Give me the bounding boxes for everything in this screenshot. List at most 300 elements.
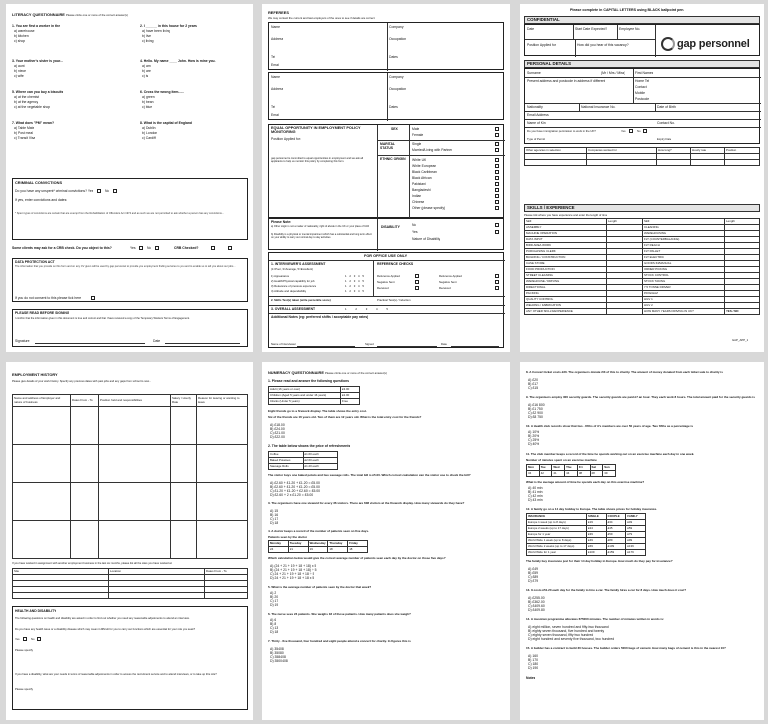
answer[interactable]: C) £2 900 xyxy=(528,411,543,415)
table-cell: World Wide for 1 year xyxy=(527,550,587,556)
answer[interactable]: A) 35408 xyxy=(270,647,284,651)
answer[interactable]: c) Transit Visa xyxy=(14,136,36,140)
field-label: Email Address xyxy=(527,113,549,117)
option-label: White European xyxy=(412,164,437,168)
column-header: Companies worked for xyxy=(587,148,657,154)
body-text: The following questions on health and disability are asked in order to find out whether you need any reasonable adjustments to attend an interview. xyxy=(15,617,190,620)
column-header: Salary / Hourly Rate xyxy=(171,395,197,407)
column-header: FAMILY xyxy=(626,514,646,520)
skill-name: HGV 1 xyxy=(643,297,725,303)
checkbox[interactable] xyxy=(495,164,499,168)
answer[interactable]: B) 20% xyxy=(528,434,540,438)
body-text: gap personnel is committed to equal opportunities in employment and we ask all applicants to help us monitor this policy by completing this form. xyxy=(271,157,363,164)
column-header: Friday xyxy=(348,541,368,547)
answer[interactable]: C) £89 xyxy=(528,575,539,579)
personal-details-header: PERSONAL DETAILS xyxy=(524,60,760,68)
assessment-item: 2) Health/Physical capability for job xyxy=(271,279,315,283)
answer[interactable]: b) live xyxy=(142,34,152,38)
answer[interactable]: c) is xyxy=(142,74,149,78)
table-row xyxy=(269,464,338,470)
field-label: Contact No. xyxy=(657,121,675,125)
checkbox[interactable] xyxy=(415,280,419,284)
table-cell: 39 xyxy=(603,471,616,477)
column-header: Sat xyxy=(590,465,603,471)
checkbox-yes[interactable] xyxy=(139,246,143,250)
answer[interactable]: c) Cardiff xyxy=(142,136,156,140)
skill-name: WAREHOUSING xyxy=(643,231,725,237)
table-cell: £49 xyxy=(587,538,607,544)
skill-name: WAREHOUSE / DRIVING xyxy=(525,279,607,285)
label: No xyxy=(637,129,641,133)
question: 11. The club member keeps a record of the time he spends working out on an exercise machine each day in one week. xyxy=(526,452,695,456)
table-row xyxy=(269,547,368,553)
table-cell: Europe 2 weeks (up to 17 days) xyxy=(527,526,587,532)
answer[interactable]: b) are xyxy=(142,69,151,73)
checkbox[interactable] xyxy=(495,170,499,174)
checkbox[interactable] xyxy=(495,133,499,137)
skills-table xyxy=(524,218,760,315)
label: Please Note: xyxy=(271,220,292,224)
field-label: Position Applied for: xyxy=(271,137,301,141)
answer[interactable]: B) 16 xyxy=(270,513,279,517)
answer[interactable]: C) 13 xyxy=(270,626,279,630)
answer[interactable]: C) 358408 xyxy=(270,655,286,659)
question-text: The family buy insurance just for their 14 day holiday in Europe. How much do they pay for insurance? xyxy=(526,559,673,563)
label: Reference Applied xyxy=(377,274,400,278)
answer[interactable]: c) at the vegetable shop xyxy=(14,105,51,109)
field-label[interactable]: Please specify xyxy=(15,648,34,652)
answer[interactable]: A) £255.00 xyxy=(528,596,545,600)
answer[interactable]: D) 40% xyxy=(528,442,540,446)
question: 12. A family go on a 14 day holiday to Europe. The table shows prices for holiday insurance. xyxy=(526,507,657,511)
skill-name: PACKING xyxy=(525,291,607,297)
section-title: HEALTH AND DISABILITY xyxy=(15,609,57,613)
answer[interactable]: D) 24 + 21 + 19 + 18 + 18 x 5 xyxy=(270,576,315,580)
answer[interactable]: A) 40 min xyxy=(528,486,543,490)
answer[interactable]: A) 2 xyxy=(270,591,277,595)
column-header: COUPLE xyxy=(606,514,626,520)
signature-line[interactable] xyxy=(35,343,145,344)
score-row[interactable]: 1 2 3 4 5 xyxy=(345,289,364,293)
referee-box-2 xyxy=(268,72,504,120)
label: Date xyxy=(441,342,447,346)
company-logo: gap personnel xyxy=(677,38,750,50)
checkbox[interactable] xyxy=(495,206,499,210)
label: 3. OVERALL ASSESSMENT xyxy=(271,307,316,311)
table-cell: £109 xyxy=(606,544,626,550)
checkbox[interactable] xyxy=(495,230,499,234)
skill-name: PURCHASING CLERK xyxy=(525,249,607,255)
question: 2. I ______ in this house for 2 years xyxy=(140,24,197,28)
skill-name: HGV 2 xyxy=(643,303,725,309)
answer[interactable]: C) £1.20 + £1.20 + £2.60 = £5.00 xyxy=(270,489,321,493)
answer[interactable]: C) £409.60 xyxy=(528,604,545,608)
skill-name: FLT (COUNTERBALANCE) xyxy=(643,237,725,243)
table-cell: £79 xyxy=(626,532,646,538)
answer[interactable]: C) 25% xyxy=(528,438,540,442)
skill-name: 7.5 TONNE DRIVER xyxy=(643,285,725,291)
score-row[interactable]: 1 2 3 4 5 xyxy=(345,307,388,311)
health-disability-box xyxy=(12,606,248,710)
question: 1. You are first a worker in the xyxy=(12,24,61,28)
label: No xyxy=(105,189,110,193)
label: Name of Interviewer xyxy=(271,342,297,346)
field-label: How did you hear of this vacancy? xyxy=(577,43,629,47)
label: 2. Skills Test(s) taken (write percentile score) xyxy=(271,298,331,302)
field-label: Address xyxy=(271,37,284,41)
label: Signed xyxy=(365,342,374,346)
answer[interactable]: A) £16 800 xyxy=(528,403,545,407)
label: Yes xyxy=(15,637,20,641)
question: 6. Cross the wrong item...... xyxy=(140,90,185,94)
skill-name: CLEANING xyxy=(643,225,725,231)
answer[interactable]: D) £8 750 xyxy=(528,415,543,419)
checkbox[interactable] xyxy=(495,142,499,146)
checkbox[interactable] xyxy=(495,127,499,131)
note-text: We may contact the current and last employers of the ones to see if details are correct xyxy=(268,16,375,20)
assignment-sites-table xyxy=(12,568,248,599)
checkbox[interactable] xyxy=(495,158,499,162)
answer[interactable]: a) at the chemist xyxy=(14,95,40,99)
answer[interactable]: c) wife xyxy=(14,74,24,78)
table-cell: Sausage Rolls xyxy=(269,464,304,470)
field-label: Email xyxy=(271,113,280,117)
label: Yes xyxy=(130,246,136,250)
question: Do you have any health issue or a disability disease which may mean it difficult for you to carry out functions which are essential for your role you seek? xyxy=(15,628,196,631)
answer[interactable]: C) 24 + 21 + 19 + 18 + 18 ÷ 5 xyxy=(270,572,315,576)
label: Received xyxy=(439,286,451,290)
assessment-item: 3) Relevance of previous experience xyxy=(271,284,317,288)
skill-name: STOCK TAKING xyxy=(643,279,725,285)
note-text: Please give details of your work history. Specify any previous dates with past jobs and any gaps from school to now... xyxy=(12,380,152,383)
table-cell: Baked Potatoes xyxy=(269,458,304,464)
question: 5. Where can you buy a biscuits xyxy=(12,90,64,94)
field-label: Name xyxy=(271,75,281,79)
answer[interactable]: A) 6 xyxy=(270,618,277,622)
field-label: Type of Permit xyxy=(527,137,546,141)
answer[interactable]: A) 160 xyxy=(528,654,538,658)
answer[interactable]: D) 18 xyxy=(270,630,279,634)
answer[interactable]: C) £15 xyxy=(528,386,539,390)
column-header: Dates From - To xyxy=(71,395,99,407)
table-cell: 18 xyxy=(348,547,368,553)
question: 6. The nurse sees 24 patients. She weighs 18 of those patients. How many patients does she weigh? xyxy=(268,612,411,616)
option-label: Other (please specify) xyxy=(412,206,446,210)
field-label: Tel xyxy=(271,105,276,109)
checkbox[interactable] xyxy=(495,188,499,192)
section-title: DATA PROTECTION ACT xyxy=(15,260,55,264)
answer[interactable]: B) 20 xyxy=(270,595,279,599)
table-cell: 44 xyxy=(565,471,578,477)
table-cell: £45 xyxy=(606,526,626,532)
field-label: Tel xyxy=(271,55,276,59)
page-employment-history xyxy=(6,362,253,720)
answer[interactable]: B) 41 min xyxy=(528,490,543,494)
table-cell: £179 xyxy=(626,550,646,556)
score-row[interactable]: 1 2 3 4 5 xyxy=(345,274,364,278)
consent-checkbox[interactable] xyxy=(91,296,95,300)
section-title: EQUAL OPPORTUNITY IN EMPLOYMENT POLICY MONITORING xyxy=(271,126,361,135)
patients-table xyxy=(268,540,368,553)
answer[interactable]: c) living xyxy=(142,39,154,43)
table-row xyxy=(527,471,616,477)
answer[interactable]: a) green xyxy=(142,95,155,99)
column-header: Skill xyxy=(643,219,725,225)
question: 5. What is the average number of patients seen by the doctor that week? xyxy=(268,585,372,589)
answer[interactable]: B) £2.60 + £1.20 + £1.20 = £5.00 xyxy=(270,485,320,489)
column-header: Tue xyxy=(539,465,552,471)
column-header: Site xyxy=(13,569,109,575)
answer[interactable]: C) eighty seven thousand, fifty two hundred xyxy=(528,633,594,637)
column-header: SINGLE xyxy=(587,514,607,520)
skill-length[interactable]: YES / NO xyxy=(725,309,760,315)
answer[interactable]: B) 8 xyxy=(270,622,277,626)
answer[interactable]: A) 15 xyxy=(270,509,279,513)
option-label: No xyxy=(412,223,417,227)
table-cell: £159 xyxy=(606,550,626,556)
field-label: Contact xyxy=(635,85,647,89)
option-label: Chinese xyxy=(412,200,425,204)
question-text: What is the average amount of time he spends each day on this exercise machine? xyxy=(526,480,645,484)
top-fields xyxy=(524,24,760,56)
question: 8. A Concert ticket costs £30. The organisers donate 2/3 of this to charity. The amount of money donated from each ticket sale to charity is xyxy=(526,370,723,374)
label: Date xyxy=(153,339,161,343)
column-header: Other agencies in selection xyxy=(525,148,587,154)
checkbox-no[interactable] xyxy=(155,246,159,250)
answer[interactable]: A) £18.00 xyxy=(270,423,285,427)
label: Yes xyxy=(621,129,626,133)
table-cell: £3.00 xyxy=(341,387,360,393)
label: No xyxy=(147,246,152,250)
field-label: (Mr / Mrs / Miss) xyxy=(601,71,626,75)
skill-name: ANY OTHER SKILLS/EXPERIENCE xyxy=(525,309,607,315)
checkbox[interactable] xyxy=(495,176,499,180)
question-text: Six of the friends are 16 years old. Two of them are 12 years old. What is the total entry cost for the friends? xyxy=(268,415,422,419)
label: (1=Poor, 3=Average, 5=Excellent) xyxy=(271,267,314,271)
label: If you do not consent to this please tick here xyxy=(15,296,82,300)
field-label: Nationality xyxy=(527,105,543,109)
column-header: Skill xyxy=(525,219,607,225)
option-label: Bangladeshi xyxy=(412,188,431,192)
skill-name: HOW MANY YEARS DRIVING IN UK? xyxy=(643,309,725,315)
table-cell: £1.20 each xyxy=(303,464,338,470)
skill-name: ORDER PICKING xyxy=(643,267,725,273)
gap-logo-icon xyxy=(661,37,675,51)
answer[interactable]: D) £79 xyxy=(528,579,539,583)
question: 3. Your mother's sister is your... xyxy=(12,59,63,63)
answer[interactable]: b) niece xyxy=(14,69,27,73)
answer[interactable]: A) eight million, seven hundred and fifty-two thousand xyxy=(528,625,609,629)
personal-details-box xyxy=(524,68,760,144)
question: 10. A Health club records show that two - fifths of it's members are over 50 years of age. Two fifths as a percentage is xyxy=(526,424,693,428)
section-title: CRIMINAL CONVICTIONS xyxy=(15,180,63,185)
field-label: Start Date Expected? xyxy=(575,27,608,31)
assessment-item: 4) Attitude and dependability xyxy=(271,289,307,293)
checkbox[interactable] xyxy=(495,148,499,152)
answer[interactable]: b) bean xyxy=(142,100,154,104)
answer[interactable]: B) (24 + 21 + 19 + 18 + 18) ÷ 5 xyxy=(270,568,317,572)
answer[interactable]: B) £362.00 xyxy=(528,600,545,604)
skill-name: FLT PALLET xyxy=(643,249,725,255)
answer[interactable]: D) 3500408 xyxy=(270,659,288,663)
column-header: Tuesday xyxy=(288,541,308,547)
answer[interactable]: D) 43 min xyxy=(528,498,543,502)
table-cell: £59 xyxy=(606,532,626,538)
answer[interactable]: b) London xyxy=(142,131,158,135)
column-header: Length xyxy=(725,219,760,225)
date-line[interactable] xyxy=(165,343,240,344)
answer[interactable]: D) 18 xyxy=(270,521,279,525)
answer[interactable]: c) blue xyxy=(142,105,153,109)
answer[interactable]: A) £2.60 + £1.20 + £1.20 = £5.00 xyxy=(270,481,320,485)
insurance-table xyxy=(526,513,646,556)
field-label: Company xyxy=(389,75,404,79)
answer[interactable]: b) kitchen xyxy=(14,34,29,38)
checkbox-yes[interactable] xyxy=(97,189,101,193)
label: Received xyxy=(377,286,389,290)
label: Practical Test(s) / Induction xyxy=(377,298,411,302)
answer[interactable]: C) £21.00 xyxy=(270,431,285,435)
answer[interactable]: C) 17 xyxy=(270,517,279,521)
checkbox[interactable] xyxy=(495,194,499,198)
score-row[interactable]: 1 2 3 4 5 xyxy=(345,279,364,283)
answer[interactable]: D) eight hundred and seventy five thousand, two hundred xyxy=(528,637,615,641)
table-cell: 34 xyxy=(527,471,540,477)
assessment-item: 1) Appearance xyxy=(271,274,290,278)
answer[interactable]: C) 42 min xyxy=(528,494,543,498)
answer[interactable]: D) £22.00 xyxy=(270,435,285,439)
answer[interactable]: C) 17 xyxy=(270,599,279,603)
field-label: Date of Birth xyxy=(657,105,676,109)
confidential-header: CONFIDENTIAL xyxy=(524,16,760,24)
label: REFERENCE CHECKS xyxy=(377,262,414,266)
field-label: Surname xyxy=(527,71,541,75)
skill-name: ASSEMBLY xyxy=(525,225,607,231)
skill-name: STREET CLEANING xyxy=(525,273,607,279)
answer[interactable]: D) £409.80 xyxy=(528,608,545,612)
note-text: b) Disability is a physical or mental impairment which has a substantial and long term effect on your ability to carry out normal day to day activities xyxy=(271,233,372,239)
answer[interactable]: A) £49 xyxy=(528,567,538,571)
data-protection-box xyxy=(12,258,248,302)
answer[interactable]: A) (24 + 21 + 19 + 18 + 18) x 5 xyxy=(270,564,317,568)
checkbox-no[interactable] xyxy=(37,637,41,641)
table-cell: Adult (16 years or over) xyxy=(269,387,341,393)
field-label: Home Tel xyxy=(635,79,650,83)
column-header: Fri xyxy=(577,465,590,471)
answer[interactable]: c) shop xyxy=(14,39,26,43)
field-label: Occupation xyxy=(389,87,407,91)
checkbox[interactable] xyxy=(415,274,419,278)
checkbox-no[interactable] xyxy=(643,129,647,133)
field-label: Employee No. xyxy=(619,27,641,31)
answer[interactable]: C) 180 xyxy=(528,662,539,666)
answer[interactable]: D) £2.60 + 2 x £1.20 = £5.00 xyxy=(270,493,314,497)
answer[interactable]: B) eighty seven thousand, five hundred and twenty xyxy=(528,629,605,633)
answer[interactable]: B) 35080 xyxy=(270,651,284,655)
label: Reference Applied xyxy=(439,274,462,278)
skill-name: GOODS IN/MANUAL xyxy=(643,261,725,267)
answer[interactable]: D) 19 xyxy=(270,603,279,607)
option-label: Married/Living with Partner xyxy=(412,148,453,152)
answer[interactable]: a) aunt xyxy=(14,64,25,68)
crb-question: Some clients may ask for a CRB check. Do you object to this? xyxy=(12,246,112,250)
question: 7. Thirty - five thousand, four hundred and eight people attend a concert for charity. In figures this is xyxy=(268,639,411,643)
answer[interactable]: A) £20 xyxy=(528,378,538,382)
checkbox[interactable] xyxy=(495,286,499,290)
answer[interactable]: a) Dublin xyxy=(142,126,156,130)
option-label: Female xyxy=(412,133,424,137)
score-row[interactable]: 1 2 3 4 5 xyxy=(345,284,364,288)
field-label: Position Applied for xyxy=(527,43,557,47)
answer[interactable]: a) warehouse xyxy=(14,29,35,33)
table-cell: World Wide 1 week (up to 8 days) xyxy=(527,538,587,544)
checkbox-yes[interactable] xyxy=(23,637,27,641)
option-label: Indian xyxy=(412,194,422,198)
note-text: * Spent types of convictions are certain that are exempt from the Rehabilitation of Offenders Act 1974 and as such we are not permitted to ask whether a person has any convictions... xyxy=(15,212,225,215)
checkbox-yes[interactable] xyxy=(629,129,633,133)
answer[interactable]: B) 170 xyxy=(528,658,538,662)
label: SEX xyxy=(391,127,398,131)
checkbox[interactable] xyxy=(495,274,499,278)
skill-length[interactable] xyxy=(607,309,643,315)
answer[interactable]: A) 10% xyxy=(528,430,540,434)
table-cell: £59 xyxy=(626,526,646,532)
answer[interactable]: D) 190 xyxy=(528,666,539,670)
table-cell: 42 xyxy=(539,471,552,477)
skill-name: FLT ELECTRIC xyxy=(643,255,725,261)
answer[interactable]: B) £59 xyxy=(528,571,538,575)
column-header: Sun xyxy=(603,465,616,471)
answer[interactable]: B) £1 750 xyxy=(528,407,543,411)
answer[interactable]: a) Table Mate xyxy=(14,126,35,130)
agencies-table xyxy=(524,147,760,166)
table-cell: £69 xyxy=(587,544,607,550)
checkbox[interactable] xyxy=(415,286,419,290)
table-cell: £89 xyxy=(606,538,626,544)
answer[interactable]: a) have been living xyxy=(142,29,171,33)
label: 1. INTERVIEWER'S ASSESSMENT xyxy=(271,262,326,266)
answer[interactable]: B) £24.00 xyxy=(270,427,285,431)
checkbox[interactable] xyxy=(495,182,499,186)
checkbox[interactable] xyxy=(495,200,499,204)
field-label[interactable]: Please specify xyxy=(15,687,34,691)
checkbox[interactable] xyxy=(495,280,499,284)
refreshments-table xyxy=(268,451,338,470)
option-label: Pakistani xyxy=(412,182,426,186)
question: 9. The organisers employ 300 security guards. The security guards are paid £7 an hour. They each work 8 hours. The total amount paid for the security guards is xyxy=(526,395,755,399)
checkbox-yes[interactable] xyxy=(211,246,215,250)
skill-name: MACHINE OPERATION xyxy=(525,231,607,237)
checkbox-no[interactable] xyxy=(228,246,232,250)
checkbox[interactable] xyxy=(495,223,499,227)
table-cell: £24 xyxy=(587,526,607,532)
answer[interactable]: B) £17 xyxy=(528,382,538,386)
skill-name: BUILDING / CONSTRUCTION xyxy=(525,255,607,261)
answer[interactable]: a) am xyxy=(142,64,151,68)
table-cell: 24 xyxy=(269,547,289,553)
answer[interactable]: b) at the agency xyxy=(14,100,39,104)
column-header: Mon xyxy=(527,465,540,471)
field-label: Mobile xyxy=(635,91,645,95)
column-header: Location xyxy=(109,569,205,575)
skill-name: QUALITY CONTROL xyxy=(525,297,607,303)
skill-name: WELDING / FABRICATION xyxy=(525,303,607,309)
label: No xyxy=(31,637,35,641)
answer[interactable]: b) Post meal xyxy=(14,131,34,135)
checkbox-no[interactable] xyxy=(113,189,117,193)
table-cell: World Wide 2 weeks (up to 17 days) xyxy=(527,544,587,550)
label: Additional Notes (eg: preferred shifts / acceptable pay rates) xyxy=(271,315,369,319)
